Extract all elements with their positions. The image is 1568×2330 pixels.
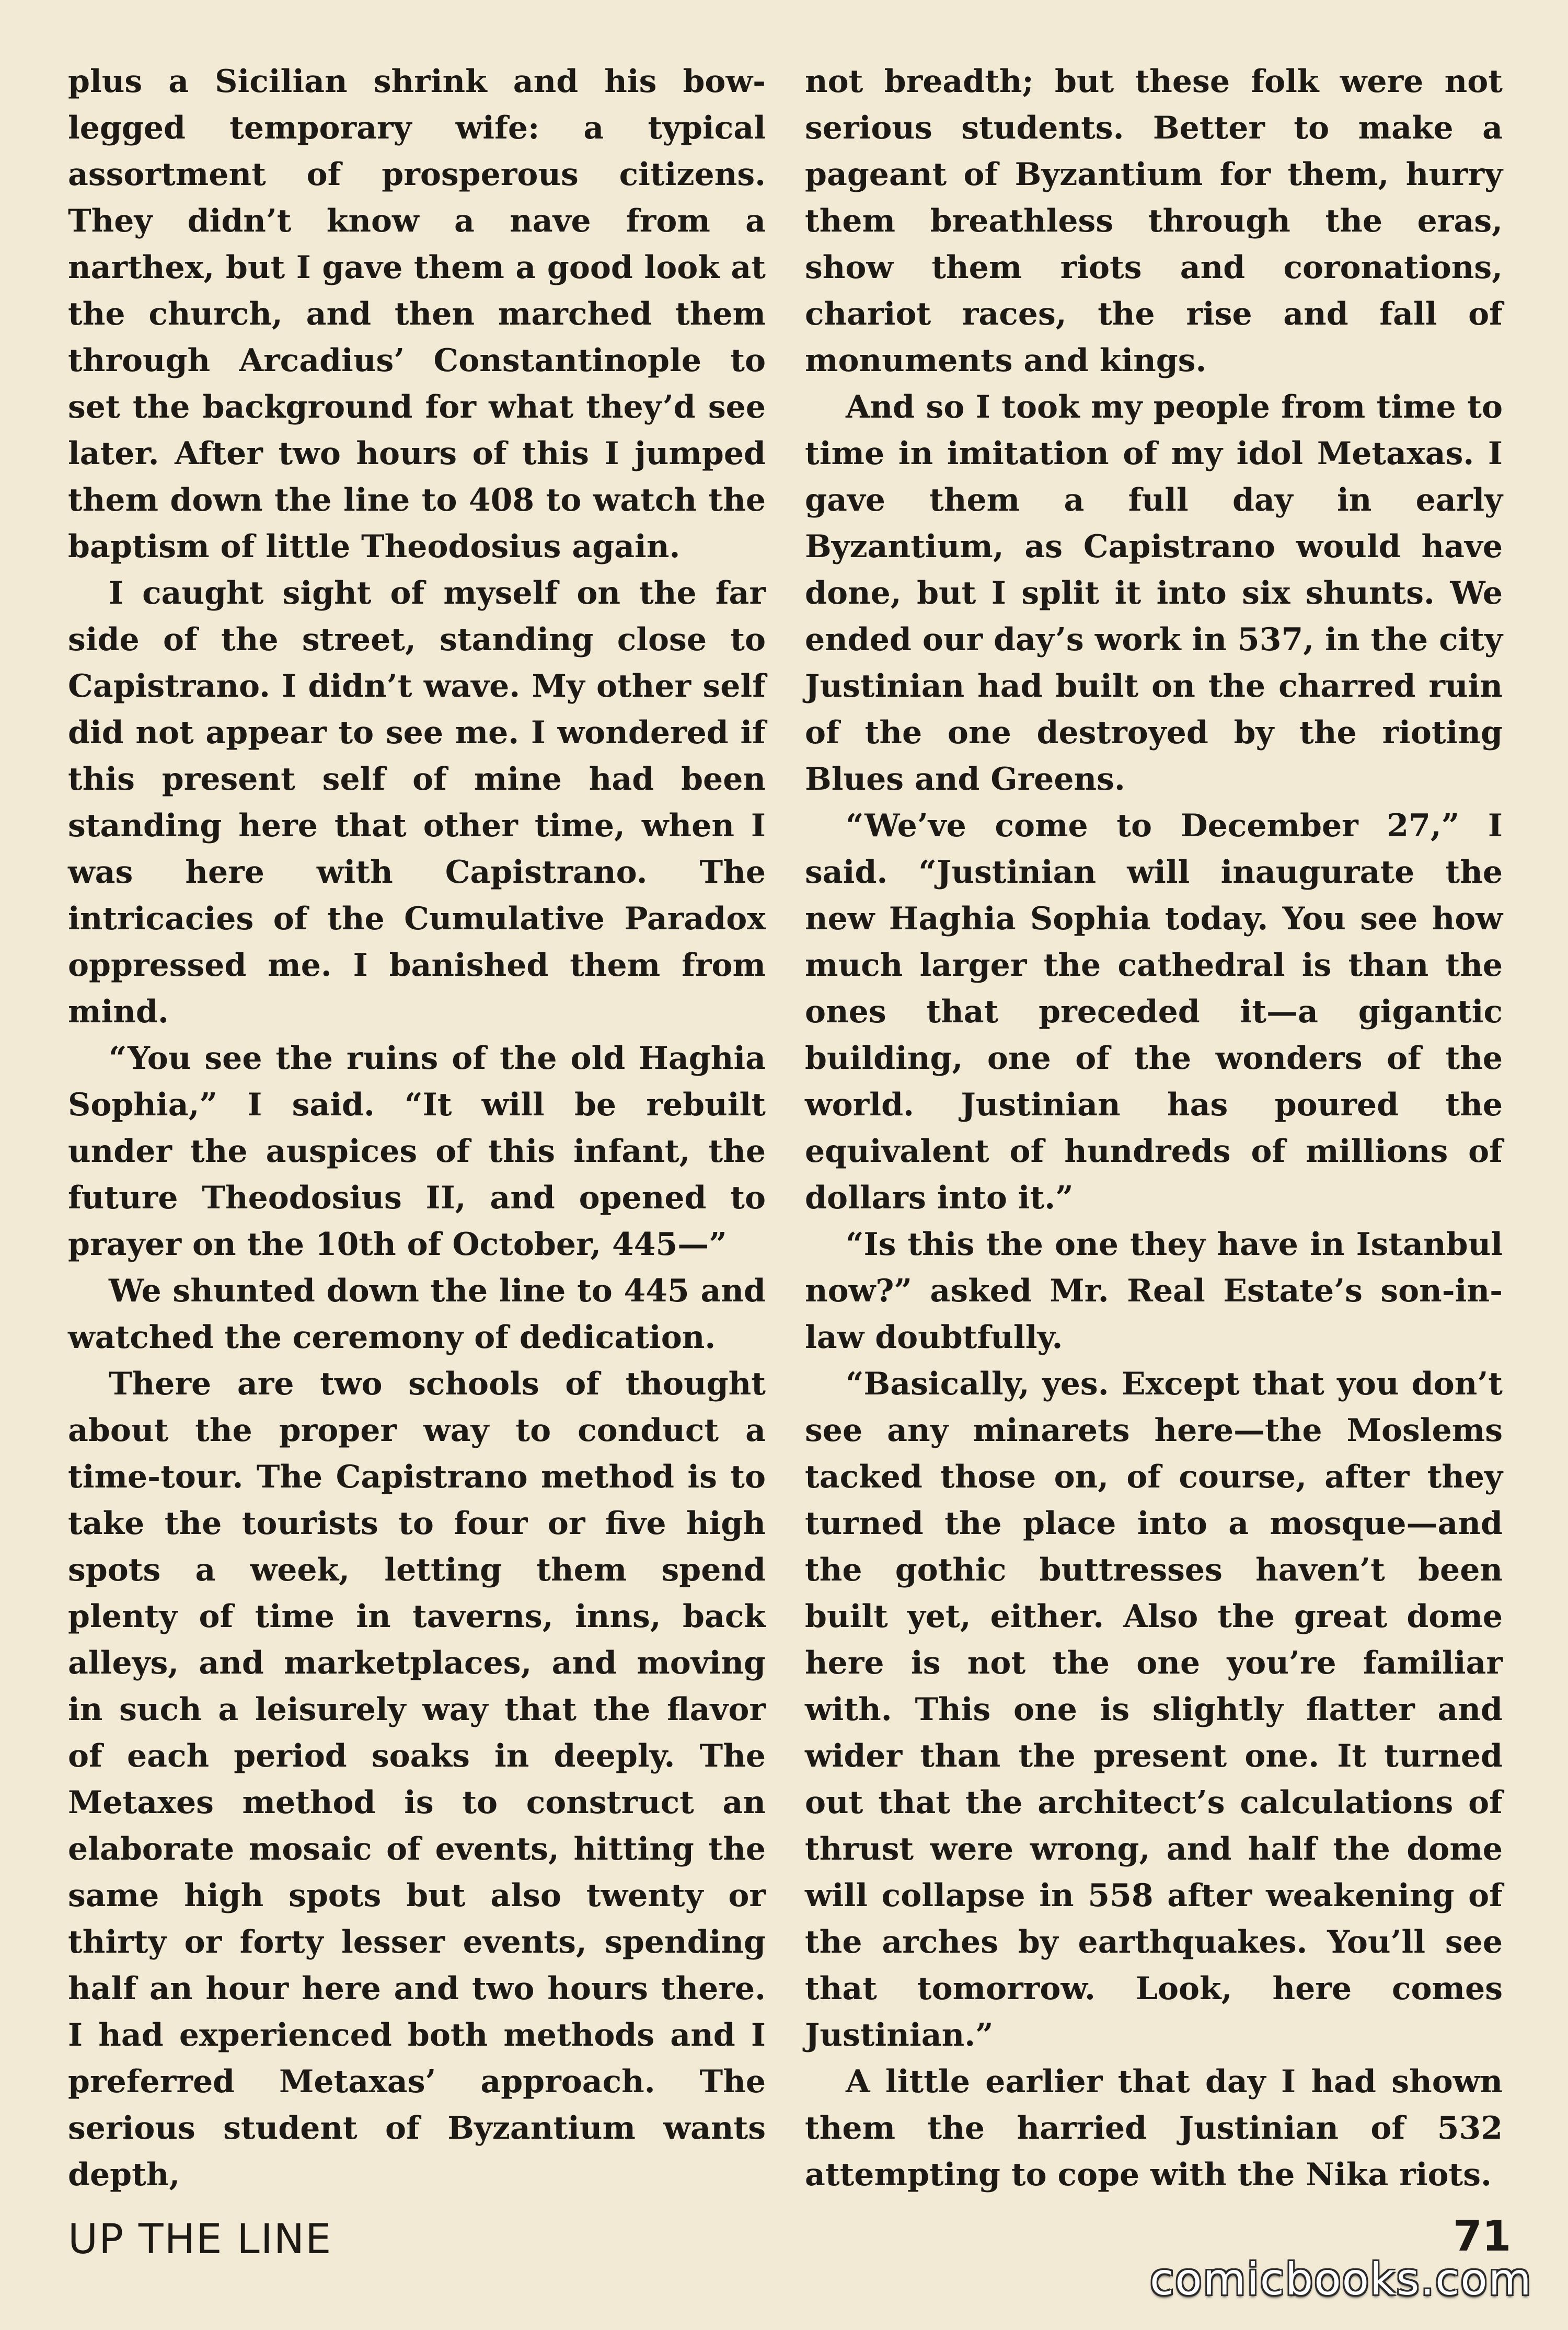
paragraph: “Basically, yes. Except that you don’t see any minarets here—the Moslems tacked those on, of course, after they turned the place into a mosque—and the gothic buttresses haven’t been built yet, either. Also the great dome here is not the one you’re familiar with. This one is slightly flatter and wider than the present one. It turned out that the architect’s calculations of thrust were wrong, and half the dome will collapse in 558 after weakening of the arches by earthquakes. You’ll see that tomorrow. Look, here comes Justinian.” xyxy=(805,1366,1503,2054)
left-text-column xyxy=(68,59,766,2198)
right-text-column xyxy=(805,59,1503,2198)
paragraph: There are two schools of thought about the proper way to conduct a time-tour. The Capistrano method is to take the tourists to four or five high spots a week, letting them spend plenty of time in taverns, inns, back alleys, and marketplaces, and moving in such a leisurely way that the flavor of each period soaks in deeply. The Metaxes method is to construct an elaborate mosaic of events, hitting the same high spots but also twenty or thirty or forty lesser events, spending half an hour here and two hours there. I had experienced both methods and I preferred Metaxas’ approach. The serious student of Byzantium wants depth, xyxy=(68,1366,766,2193)
paragraph: “Is this the one they have in Istanbul now?” asked Mr. Real Estate’s son-in-law doubtfully. xyxy=(805,1226,1503,1356)
paragraph: not breadth; but these folk were not serious students. Better to make a pageant of Byzantium for them, hurry them breathless through the eras, show them riots and coronations, chariot races, the rise and fall of monuments and kings. xyxy=(805,63,1503,379)
watermark: comicbooks.com xyxy=(1150,2254,1532,2305)
paragraph: “You see the ruins of the old Haghia Sophia,” I said. “It will be rebuilt under the auspices of this infant, the future Theodosius II, and opened to prayer on the 10th of October, 445—” xyxy=(68,1040,766,1263)
paragraph: A little earlier that day I had shown them the harried Justinian of 532 attempting to cope with the Nika riots. xyxy=(805,2063,1503,2193)
paragraph: “We’ve come to December 27,” I said. “Justinian will inaugurate the new Haghia Sophia today. You see how much larger the cathedral is than the ones that preceded it—a gigantic building, one of the wonders of the world. Justinian has poured the equivalent of hundreds of millions of dollars into it.” xyxy=(805,808,1503,1216)
paragraph: I caught sight of myself on the far side of the street, standing close to Capistrano. I didn’t wave. My other self did not appear to see me. I wondered if this present self of mine had been standing here that other time, when I was here with Capistrano. The intricacies of the Cumulative Paradox oppressed me. I banished them from mind. xyxy=(68,575,766,1030)
paragraph: plus a Sicilian shrink and his bow-legged temporary wife: a typical assortment of prosperous citizens. They didn’t know a nave from a narthex, but I gave them a good look at the church, and then marched them through Arcadius’ Constantinople to set the background for what they’d see later. After two hours of this I jumped them down the line to 408 to watch the baptism of little Theodosius again. xyxy=(68,63,766,565)
paragraph: And so I took my people from time to time in imitation of my idol Metaxas. I gave them a full day in early Byzantium, as Capistrano would have done, but I split it into six shunts. We ended our day’s work in 537, in the city Justinian had built on the charred ruin of the one destroyed by the rioting Blues and Greens. xyxy=(805,389,1503,798)
page-number: 71 xyxy=(1453,2212,1512,2260)
running-footer-title: UP THE LINE xyxy=(68,2216,332,2263)
paragraph: We shunted down the line to 445 and watched the ceremony of dedication. xyxy=(68,1273,766,1356)
